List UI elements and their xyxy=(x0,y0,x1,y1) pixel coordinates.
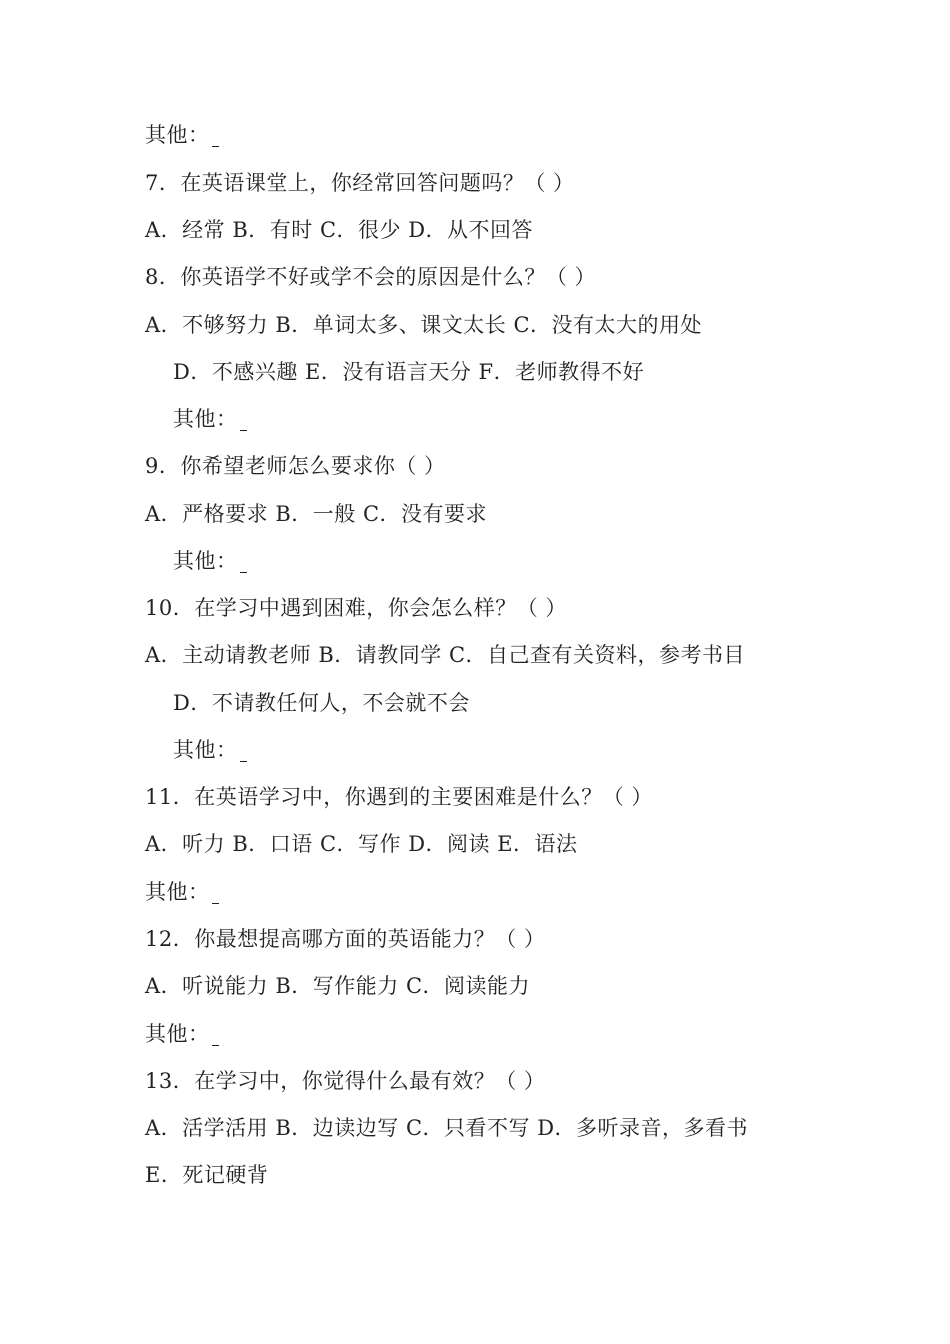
line-text: 其他： xyxy=(173,549,238,573)
question-9 xyxy=(145,452,446,480)
other-line xyxy=(145,878,219,906)
line-text: 其他： xyxy=(145,1022,210,1046)
other-line xyxy=(173,547,247,575)
question-8 xyxy=(145,263,596,291)
line-text: A．听说能力 B．写作能力 C．阅读能力 xyxy=(145,974,531,998)
line-text: 8．你英语学不好或学不会的原因是什么？（ ） xyxy=(145,265,597,289)
line-text: 其他： xyxy=(173,738,238,762)
line-text: 11．在英语学习中，你遇到的主要困难是什么？（ ） xyxy=(145,785,653,809)
other-line xyxy=(145,121,219,149)
options-8-row1 xyxy=(145,311,702,339)
line-text: 其他： xyxy=(145,880,210,904)
line-text: 7．在英语课堂上，你经常回答问题吗？（ ） xyxy=(145,171,575,195)
line-text: D．不请教任何人，不会就不会 xyxy=(173,691,470,715)
line-text: 10．在学习中遇到困难，你会怎么样？（ ） xyxy=(145,596,567,620)
options-10-row2 xyxy=(173,689,470,717)
options-13-row1 xyxy=(145,1114,748,1142)
answer-blank xyxy=(240,571,247,573)
options-8-row2 xyxy=(173,358,644,386)
answer-blank xyxy=(240,760,247,762)
options-13-row2 xyxy=(145,1161,268,1189)
options-9 xyxy=(145,500,487,528)
question-11 xyxy=(145,783,653,811)
line-text: A．主动请教老师 B．请教同学 C．自己查有关资料，参考书目 xyxy=(145,643,746,667)
answer-blank xyxy=(240,429,247,431)
options-12 xyxy=(145,972,530,1000)
line-text: 其他： xyxy=(173,407,238,431)
line-text: E．死记硬背 xyxy=(145,1163,269,1187)
line-text: A．严格要求 B．一般 C．没有要求 xyxy=(145,502,488,526)
line-text: A．活学活用 B．边读边写 C．只看不写 D．多听录音，多看书 xyxy=(145,1116,749,1140)
line-text: D．不感兴趣 E．没有语言天分 F．老师教得不好 xyxy=(173,360,645,384)
other-line xyxy=(173,736,247,764)
options-10-row1 xyxy=(145,641,745,669)
other-line xyxy=(173,405,247,433)
line-text: 13．在学习中，你觉得什么最有效？（ ） xyxy=(145,1069,546,1093)
options-7 xyxy=(145,216,533,244)
line-text: A．经常 B．有时 C．很少 D．从不回答 xyxy=(145,218,534,242)
question-10 xyxy=(145,594,567,622)
options-11 xyxy=(145,830,578,858)
question-13 xyxy=(145,1067,545,1095)
line-text: 其他： xyxy=(145,123,210,147)
answer-blank xyxy=(212,1044,219,1046)
question-12 xyxy=(145,925,545,953)
line-text: A．听力 B．口语 C．写作 D．阅读 E．语法 xyxy=(145,832,578,856)
answer-blank xyxy=(212,902,219,904)
other-line xyxy=(145,1020,219,1048)
answer-blank xyxy=(212,145,219,147)
line-text: A．不够努力 B．单词太多、课文太长 C．没有太大的用处 xyxy=(145,313,703,337)
line-text: 12．你最想提高哪方面的英语能力？（ ） xyxy=(145,927,546,951)
question-7 xyxy=(145,169,575,197)
line-text: 9．你希望老师怎么要求你（ ） xyxy=(145,454,446,478)
